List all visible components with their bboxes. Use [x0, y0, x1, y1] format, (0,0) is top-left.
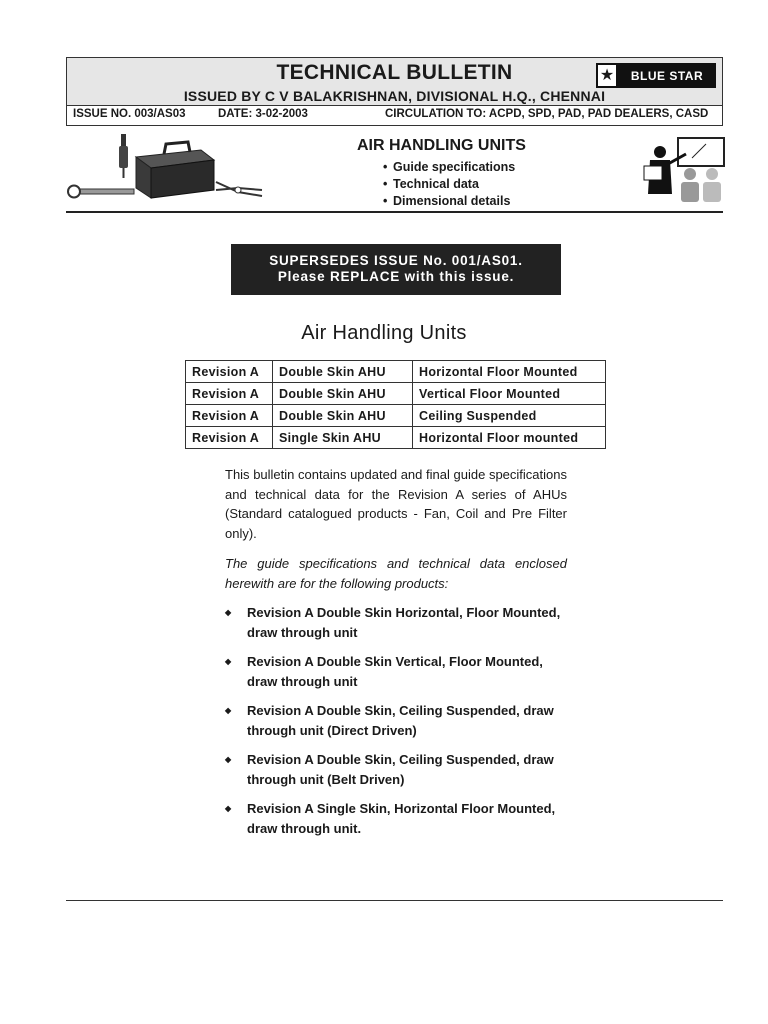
table-cell: Revision A [186, 405, 273, 427]
issue-info-bar [66, 106, 723, 126]
products-intro: The guide specifications and technical data enclosed herewith are for the following products: [225, 556, 567, 591]
product-list [225, 603, 575, 848]
table-cell: Ceiling Suspended [413, 405, 606, 427]
table-row [186, 427, 606, 449]
table-cell: Double Skin AHU [273, 383, 413, 405]
list-item: ◆ Revision A Double Skin Vertical, Floor Mounted, draw through unit [225, 652, 575, 691]
supersedes-notice [231, 244, 561, 295]
table-cell: Horizontal Floor Mounted [413, 361, 606, 383]
table-row [186, 361, 606, 383]
table-cell: Double Skin AHU [273, 405, 413, 427]
intro-paragraph: This bulletin contains updated and final guide specifications and technical data for the Revision A series of AHUs (Standard catalogued products - Fan, Coil and Pre Filter only). [225, 467, 567, 541]
blue-star-logo [596, 63, 716, 88]
star-icon: ★ [596, 63, 618, 88]
supersedes-line-1: SUPERSEDES ISSUE No. 001/AS01. [269, 253, 523, 268]
table-row [186, 405, 606, 427]
circulation: CIRCULATION TO: ACPD, SPD, PAD, PAD DEALERS, CASD [385, 108, 709, 120]
list-item: ◆ Revision A Single Skin, Horizontal Floor Mounted, draw through unit. [225, 799, 575, 838]
footer-divider [66, 900, 723, 901]
topic-list [383, 160, 515, 211]
table-cell: Revision A [186, 361, 273, 383]
list-item: ◆ Revision A Double Skin, Ceiling Suspended, draw through unit (Direct Driven) [225, 701, 575, 740]
logo-text: BLUE STAR [618, 63, 716, 88]
topic-item: • Dimensional details [383, 194, 515, 211]
issuer-line: ISSUED BY C V BALAKRISHNAN, DIVISIONAL H.Q., CHENNAI [183, 88, 606, 104]
issue-number: ISSUE NO. 003/AS03 [73, 108, 186, 120]
bulletin-title: TECHNICAL BULLETIN [276, 61, 513, 84]
revision-table [185, 360, 606, 449]
table-cell: Revision A [186, 383, 273, 405]
supersedes-line-2: Please REPLACE with this issue. [277, 269, 515, 284]
list-item: ◆ Revision A Double Skin, Ceiling Suspended, draw through unit (Belt Driven) [225, 750, 575, 789]
table-cell: Horizontal Floor mounted [413, 427, 606, 449]
main-title: Air Handling Units [301, 322, 467, 344]
table-row [186, 383, 606, 405]
table-cell: Vertical Floor Mounted [413, 383, 606, 405]
issue-date: DATE: 3-02-2003 [218, 108, 308, 120]
presenter-illustration-icon [640, 136, 726, 204]
table-cell: Double Skin AHU [273, 361, 413, 383]
topic-item: • Technical data [383, 177, 515, 194]
header-divider [66, 211, 723, 213]
topic-item: • Guide specifications [383, 160, 515, 177]
toolbox-illustration-icon [66, 132, 266, 204]
topic-title: AIR HANDLING UNITS [357, 137, 526, 154]
table-cell: Revision A [186, 427, 273, 449]
table-cell: Single Skin AHU [273, 427, 413, 449]
list-item: ◆ Revision A Double Skin Horizontal, Floor Mounted, draw through unit [225, 603, 575, 642]
